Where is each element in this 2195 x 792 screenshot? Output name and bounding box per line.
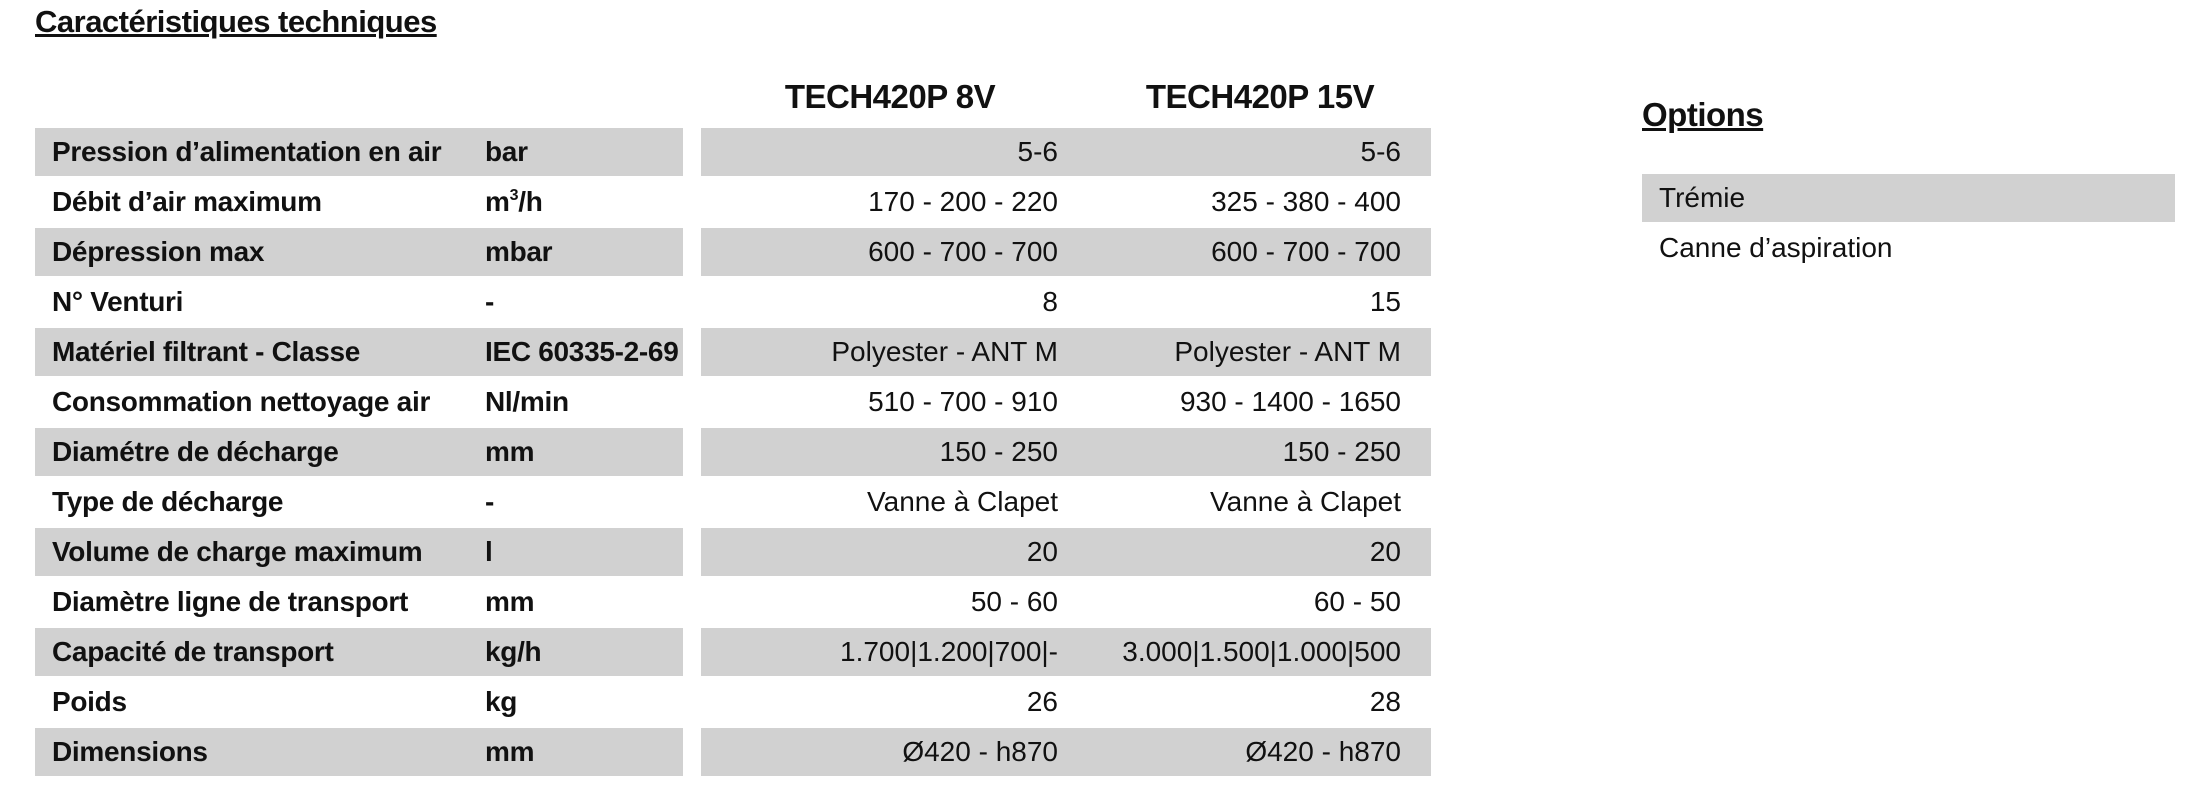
value-cell xyxy=(701,678,1431,726)
spec-value-15v: 60 - 50 xyxy=(1313,586,1401,617)
spec-unit: kg/h xyxy=(485,636,542,667)
spec-value-8v: 8 xyxy=(1042,286,1058,317)
spec-name: Diamètre ligne de transport xyxy=(52,586,408,617)
value-cell xyxy=(701,328,1431,376)
spec-value-8v: 26 xyxy=(1026,686,1058,717)
option-label: Trémie xyxy=(1659,182,1746,213)
options-title: Options xyxy=(1642,96,1764,133)
spec-value-15v: 930 - 1400 - 1650 xyxy=(1179,386,1401,417)
spec-value-15v: 600 - 700 - 700 xyxy=(1211,236,1401,267)
spec-unit: bar xyxy=(485,136,528,167)
value-cell xyxy=(701,728,1431,776)
spec-value-15v: Polyester - ANT M xyxy=(1174,336,1401,367)
spec-value-15v: 150 - 250 xyxy=(1282,436,1401,467)
spec-value-8v: Polyester - ANT M xyxy=(831,336,1058,367)
label-cell xyxy=(35,328,683,376)
spec-unit: l xyxy=(485,536,493,567)
spec-value-15v: 15 xyxy=(1369,286,1401,317)
page-title: Caractéristiques techniques xyxy=(35,4,437,39)
value-cell xyxy=(701,128,1431,176)
label-cell xyxy=(35,178,683,226)
value-cell xyxy=(701,628,1431,676)
spec-value-8v: 5-6 xyxy=(1017,136,1058,167)
spec-unit: mm xyxy=(485,436,535,467)
value-cell xyxy=(701,478,1431,526)
spec-value-15v: Vanne à Clapet xyxy=(1210,486,1401,517)
spec-value-15v: 20 xyxy=(1369,536,1401,567)
label-cell xyxy=(35,628,683,676)
spec-value-15v: 28 xyxy=(1369,686,1401,717)
spec-unit: mm xyxy=(485,736,535,767)
column-header-15v: TECH420P 15V xyxy=(1145,78,1375,115)
label-cell xyxy=(35,428,683,476)
spec-value-15v: 325 - 380 - 400 xyxy=(1211,186,1401,217)
label-cell xyxy=(35,228,683,276)
spec-value-15v: Ø420 - h870 xyxy=(1245,736,1401,767)
value-cell xyxy=(701,278,1431,326)
spec-name: Volume de charge maximum xyxy=(52,536,423,567)
spec-value-8v: 150 - 250 xyxy=(939,436,1058,467)
value-cell xyxy=(701,378,1431,426)
spec-unit: $m^3/h$ xyxy=(485,186,543,217)
spec-name: Pression d’alimentation en air xyxy=(52,136,442,167)
spec-value-8v: 20 xyxy=(1026,536,1058,567)
label-cell xyxy=(35,728,683,776)
spec-unit: mbar xyxy=(485,236,553,267)
spec-name: Poids xyxy=(52,686,127,717)
spec-unit: - xyxy=(485,486,495,517)
option-item xyxy=(1642,224,2175,272)
spec-name: Débit d’air maximum xyxy=(52,186,322,217)
spec-name: Dimensions xyxy=(52,736,208,767)
value-cell xyxy=(701,228,1431,276)
spec-value-8v: Ø420 - h870 xyxy=(902,736,1058,767)
column-header-8v: TECH420P 8V xyxy=(784,78,996,115)
value-cell xyxy=(701,578,1431,626)
option-label: Canne d’aspiration xyxy=(1659,232,1893,263)
spec-unit: mm xyxy=(485,586,535,617)
spec-value-8v: Vanne à Clapet xyxy=(867,486,1058,517)
option-item xyxy=(1642,174,2175,222)
label-cell xyxy=(35,528,683,576)
spec-name: Type de décharge xyxy=(52,486,284,517)
spec-value-8v: 50 - 60 xyxy=(970,586,1058,617)
spec-value-8v: 170 - 200 - 220 xyxy=(868,186,1058,217)
spec-value-8v: 600 - 700 - 700 xyxy=(868,236,1058,267)
value-cell xyxy=(701,428,1431,476)
spec-name: N° Venturi xyxy=(52,286,184,317)
label-cell xyxy=(35,678,683,726)
spec-unit: Nl/min xyxy=(485,386,569,417)
spec-value-15v: 5-6 xyxy=(1360,136,1401,167)
spec-unit: - xyxy=(485,286,495,317)
spec-value-8v: 1.700|1.200|700|- xyxy=(840,636,1058,667)
spec-name: Matériel filtrant - Classe xyxy=(52,336,361,367)
spec-name: Diamétre de décharge xyxy=(52,436,339,467)
label-cell xyxy=(35,378,683,426)
spec-name: Consommation nettoyage air xyxy=(52,386,431,417)
spec-value-15v: 3.000|1.500|1.000|500 xyxy=(1122,636,1401,667)
value-cell xyxy=(701,178,1431,226)
label-cell xyxy=(35,128,683,176)
spec-name: Dépression max xyxy=(52,236,265,267)
spec-value-8v: 510 - 700 - 910 xyxy=(868,386,1058,417)
label-cell xyxy=(35,278,683,326)
label-cell xyxy=(35,578,683,626)
label-cell xyxy=(35,478,683,526)
value-cell xyxy=(701,528,1431,576)
spec-name: Capacité de transport xyxy=(52,636,334,667)
spec-unit: IEC 60335-2-69 xyxy=(485,336,679,367)
spec-unit: kg xyxy=(485,686,518,717)
